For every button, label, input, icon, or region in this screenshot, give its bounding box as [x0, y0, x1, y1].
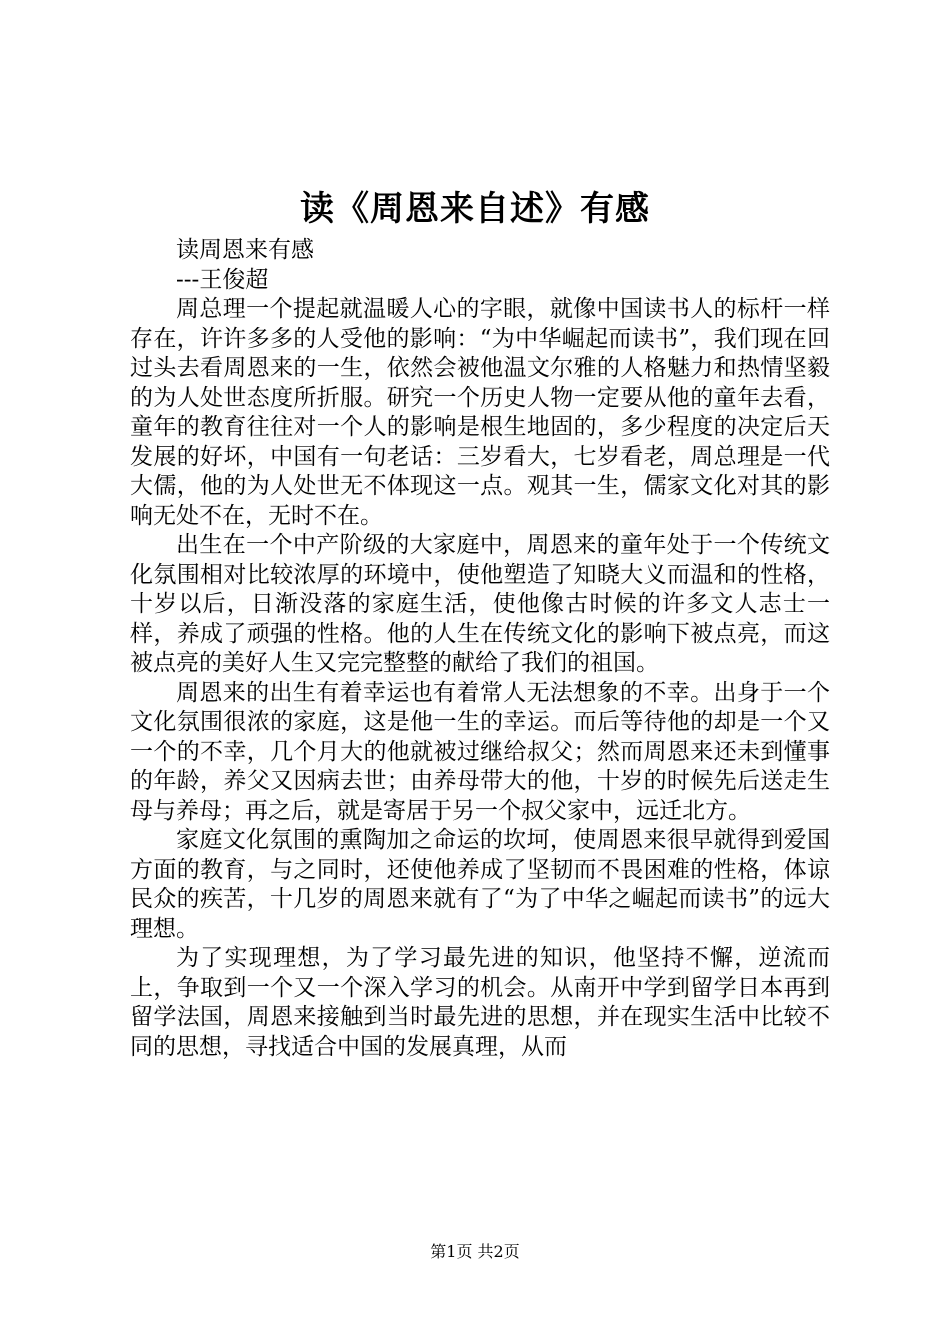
paragraph-5: 为了实现理想，为了学习最先进的知识，他坚持不懈，逆流而上，争取到一个又一个深入学习的机会。从南开中学到留学日本再到留学法国，周恩来接触到当时最先进的思想，并在现实生活中比较不同的思想，寻找适合中国的发展真理，从而 [130, 945, 830, 1060]
page-number-footer: 第1页 共2页 [430, 1242, 520, 1261]
paragraph-2: 出生在一个中产阶级的大家庭中，周恩来的童年处于一个传统文化氛围相对比较浓厚的环境中，使他塑造了知晓大义而温和的性格，十岁以后，日渐没落的家庭生活，使他像古时候的许多文人志士一样，养成了顽强的性格。他的人生在传统文化的影响下被点亮，而这被点亮的美好人生又完完整整的献给了我们的祖国。 [130, 532, 830, 676]
paragraph-1: 周总理一个提起就温暖人心的字眼，就像中国读书人的标杆一样存在，许许多多的人受他的影响：“为中华崛起而读书”，我们现在回过头去看周恩来的一生，依然会被他温文尔雅的人格魅力和热情坚毅的为人处世态度所折服。研究一个历史人物一定要从他的童年去看，童年的教育往往对一个人的影响是根生地固的，多少程度的决定后天发展的好坏，中国有一句老话：三岁看大，七岁看老，周总理是一代大儒，他的为人处世无不体现这一点。观其一生，儒家文化对其的影响无处不在，无时不在。 [130, 296, 830, 529]
paragraph-4: 家庭文化氛围的熏陶加之命运的坎坷，使周恩来很早就得到爱国方面的教育，与之同时，还使他养成了坚韧而不畏困难的性格，体谅民众的疾苦，十几岁的周恩来就有了“为了中华之崛起而读书”的远大理想。 [130, 827, 830, 942]
document-body [130, 236, 830, 1062]
document-author: ---王俊超 [176, 266, 269, 293]
document-title: 读《周恩来自述》有感 [300, 189, 650, 229]
paragraph-3: 周恩来的出生有着幸运也有着常人无法想象的不幸。出身于一个文化氛围很浓的家庭，这是他一生的幸运。而后等待他的却是一个又一个的不幸，几个月大的他就被过继给叔父；然而周恩来还未到懂事的年龄，养父又因病去世；由养母带大的他，十岁的时候先后送走生母与养母；再之后，就是寄居于另一个叔父家中，远迁北方。 [130, 679, 830, 824]
document-subtitle: 读周恩来有感 [176, 237, 314, 263]
